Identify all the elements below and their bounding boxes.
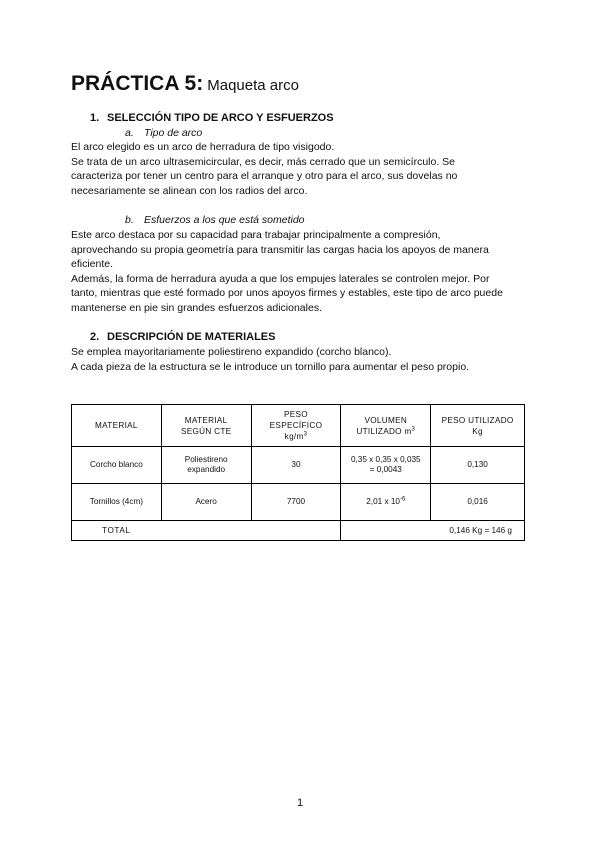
header-peso-especifico: PESO ESPECÍFICO $kg/m^3$ xyxy=(251,405,341,447)
cell-volumen: 0,35 x 0,35 x 0,035 = 0,0043 xyxy=(341,447,431,484)
text-line: El arco elegido es un arco de herradura de tipo visigodo. xyxy=(71,141,335,153)
section-1-title: SELECCIÓN TIPO DE ARCO Y ESFUERZOS xyxy=(107,112,334,124)
paragraph-esfuerzos xyxy=(71,228,531,316)
table-total-row xyxy=(72,521,525,541)
subsection-b-number: b. xyxy=(125,214,134,226)
section-2-heading xyxy=(90,331,275,343)
cell-volumen: 2,01 x $10^{-6}$ xyxy=(341,484,431,521)
title-strong: PRÁCTICA 5: xyxy=(71,72,204,95)
page-number: 1 xyxy=(296,797,304,809)
subsection-a-heading xyxy=(125,127,202,139)
subsection-a-title: Tipo de arco xyxy=(144,127,203,139)
materials-table xyxy=(71,404,525,541)
text-line: Este arco destaca por su capacidad para trabajar principalmente a compresión, xyxy=(71,229,441,241)
text-line: necesariamente se alinean con los radios del arco. xyxy=(71,184,308,197)
total-label: TOTAL xyxy=(72,521,341,541)
text-line: tanto, mientras que esté formado por unos apoyos firmes y estables, este tipo de arco puede xyxy=(71,287,503,300)
section-1-number: 1. xyxy=(90,112,100,124)
paragraph-tipo-arco xyxy=(71,140,531,198)
cell-material: Corcho blanco xyxy=(72,447,162,484)
text-line: mantenerse en pie sin grandes esfuerzos adicionales. xyxy=(71,301,322,314)
text-line: Se trata de un arco ultrasemicircular, es decir, más cerrado que un semicírculo. Se xyxy=(71,155,456,168)
total-value: 0,146 Kg = 146 g xyxy=(341,521,525,541)
text-line: aprovechando su propia geometría para transmitir las cargas hacia los apoyos de manera xyxy=(71,243,489,256)
cell-peso-especifico: 7700 xyxy=(251,484,341,521)
text-line: A cada pieza de la estructura se le introduce un tornillo para aumentar el peso propio. xyxy=(71,360,470,373)
subsection-b-title: Esfuerzos a los que está sometido xyxy=(144,214,305,226)
table-header-row xyxy=(72,405,525,447)
paragraph-materiales xyxy=(71,345,531,374)
cell-peso-utilizado: 0,016 xyxy=(431,484,525,521)
section-2-number: 2. xyxy=(90,331,100,343)
subsection-b-heading xyxy=(125,214,305,226)
text-line: caracteriza por tener un centro para el arranque y otro para el arco, sus dovelas no xyxy=(71,170,458,183)
cell-material-cte: Acero xyxy=(161,484,251,521)
text-line: eficiente. xyxy=(71,258,114,271)
header-peso-utilizado: PESO UTILIZADO Kg xyxy=(431,405,525,447)
table-row xyxy=(72,484,525,521)
cell-peso-utilizado: 0,130 xyxy=(431,447,525,484)
cell-material-cte: Poliestireno expandido xyxy=(161,447,251,484)
section-1-heading xyxy=(90,112,334,124)
page-title xyxy=(71,72,299,96)
text-line: Se emplea mayoritariamente poliestireno expandido (corcho blanco). xyxy=(71,346,392,358)
cell-peso-especifico: 30 xyxy=(251,447,341,484)
header-material: MATERIAL xyxy=(72,405,162,447)
cell-material: Tornillos (4cm) xyxy=(72,484,162,521)
title-light: Maqueta arco xyxy=(207,77,299,94)
header-volumen: VOLUMEN UTILIZADO $m^3$ xyxy=(341,405,431,447)
header-material-cte: MATERIAL SEGÚN CTE xyxy=(161,405,251,447)
table-row xyxy=(72,447,525,484)
text-line: Además, la forma de herradura ayuda a que los empujes laterales se controlen mejor. Por xyxy=(71,272,490,285)
subsection-a-number: a. xyxy=(125,127,134,139)
section-2-title: DESCRIPCIÓN DE MATERIALES xyxy=(107,331,276,343)
